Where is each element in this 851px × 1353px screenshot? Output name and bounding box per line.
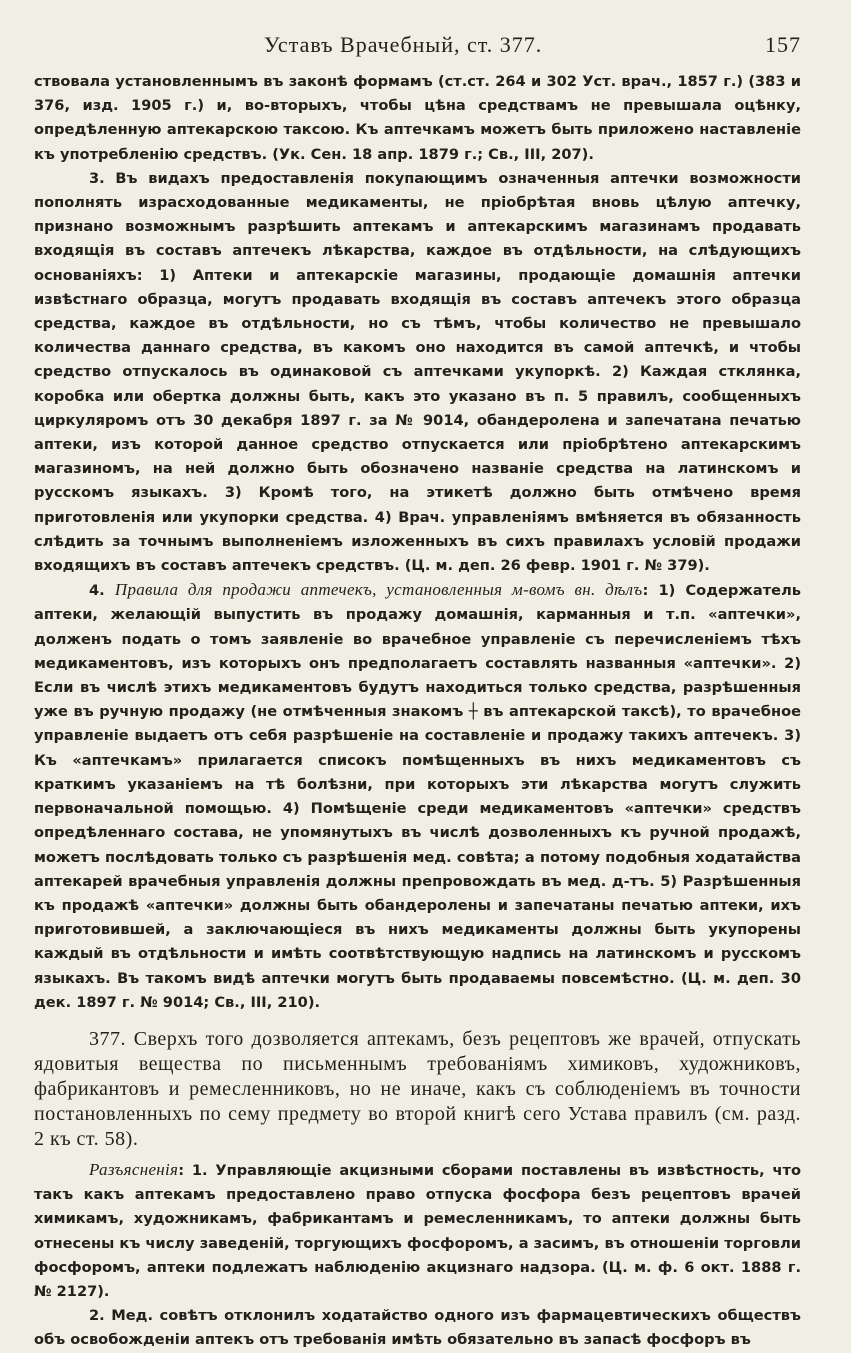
article-377: 377. Сверхъ того дозволяется аптекамъ, безъ рецептовъ же врачей, отпускать ядовитыя вещества по письменнымъ требованіямъ химиковъ, художниковъ, фабрикантовъ и ремесленниковъ, но не иначе, какъ съ соблюденіемъ въ точности постановленныхъ по сему предмету во второй книгѣ сего Устава правилъ (см. разд. 2 къ ст. 58). (34, 1027, 801, 1150)
item-number: 4. (89, 582, 105, 600)
page-number: 157 (765, 32, 801, 57)
clarifications-heading: Разъясненія (89, 1159, 179, 1179)
paragraph-continuation: ствовала установленнымъ въ законѣ формамъ (ст.ст. 264 и 302 Уст. врач., 1857 г.) (383 и 376, изд. 1905 г.) и, во-вторыхъ, чтобы цѣна средствамъ не превышала оцѣнку, опредѣленную аптекарскою таксою. Къ аптечкамъ можетъ быть приложено наставленіе къ употребленію средствъ. (Ук. Сен. 18 апр. 1879 г.; Св., III, 207). (34, 73, 801, 163)
paragraph-item-3: 3. Въ видахъ предоставленія покупающимъ означенныя аптечки возможности пополнять израсходованные медикаменты, не пріобрѣтая вновь цѣлую аптечку, признано возможнымъ разрѣшить аптекамъ и аптекарскимъ магазинамъ продавать входящія въ составъ аптечекъ лѣкарства, каждое въ отдѣльности, на слѣдующихъ основаніяхъ: 1) Аптеки и аптекарскіе магазины, продающіе домашнія аптечки извѣстнаго образца, могутъ продавать входящія въ составъ аптечекъ этого образца средства, каждое въ отдѣльности, но съ тѣмъ, чтобы количество не превышало количества даннаго средства, въ какомъ оно находится въ самой аптечкѣ, и чтобы средство отпускалось въ одинаковой съ аптечками укупоркѣ. 2) Каждая стклянка, коробка или обертка должны быть, какъ это указано въ п. 5 правилъ, сообщенныхъ циркуляромъ отъ 30 декабря 1897 г. за № 9014, обандеролена и запечатана печатью аптеки, изъ которой данное средство отпускается или пріобрѣтено аптекарскимъ магазиномъ, на ней должно быть обозначено названіе средства на латинскомъ и русскомъ языкахъ. 3) Кромѣ того, на этикетѣ должно быть отмѣчено время приготовленія или укупорки средства. 4) Врач. управленіямъ вмѣняется въ обязанность слѣдить за точнымъ выполненіемъ изложенныхъ въ сихъ правилахъ условій продажи входящихъ въ составъ аптечекъ средствъ. (Ц. м. деп. 26 февр. 1901 г. № 379). (34, 169, 801, 575)
page-header (34, 30, 801, 70)
paragraph-body: : 1) Содержатель аптеки, желающій выпустить въ продажу домашнія, карманныя и т.п. «аптечки», долженъ подать о томъ заявленіе во врачебное управленіе съ перечисленіемъ тѣхъ медикаментовъ, изъ которыхъ онъ предполагаетъ составлять названныя «аптечки». 2) Если въ числѣ этихъ медикаментовъ будутъ находиться только средства, разрѣшенныя уже въ ручную продажу (не отмѣченныя знакомъ ┼ въ аптекарской таксѣ), то врачебное управленіе выдаетъ отъ себя разрѣшеніе на составленіе и продажу такихъ аптечекъ. 3) Къ «аптечкамъ» прилагается списокъ помѣщенныхъ въ нихъ медикаментовъ съ краткимъ указаніемъ на тѣ болѣзни, при которыхъ эти лѣкарства могутъ служить первоначальной помощью. 4) Помѣщеніе среди медикаментовъ «аптечки» средствъ опредѣленнаго состава, не упомянутыхъ въ числѣ дозволенныхъ къ ручной продажѣ, можетъ послѣдовать только съ разрѣшенія мед. совѣта; а потому подобныя ходатайства аптекарей врачебныя управленія должны препровождать въ мед. д-тъ. 5) Разрѣшенныя къ продажѣ «аптечки» должны быть обандеролены и запечатаны печатью аптеки, ихъ приготовившей, а заключающіеся въ нихъ медикаменты должны быть укупорены каждый въ отдѣльности и имѣть соотвѣтствующую надпись на латинскомъ и русскомъ языкахъ. Въ такомъ видѣ аптечки могутъ быть продаваемы повсемѣстно. (Ц. м. деп. 30 дек. 1897 г. № 9014; Св., III, 210). (34, 582, 801, 1011)
clarifications-paragraph (34, 1158, 801, 1304)
running-title: Уставъ Врачебный, ст. 377. (264, 32, 543, 57)
paragraph-item-2: 2. Мед. совѣтъ отклонилъ ходатайство одного изъ фармацевтическихъ обществъ объ освобожденіи аптекъ отъ требованія имѣть обязательно въ запасѣ фосфоръ въ (34, 1307, 801, 1349)
clarifications-body: : 1. Управляющіе акцизными сборами поставлены въ извѣстность, что такъ какъ аптекамъ предоставлено право отпуска фосфора безъ рецептовъ врачей химикамъ, художникамъ, фабрикантамъ и ремесленникамъ, то аптеки должны быть отнесены къ числу заведеній, торгующихъ фосфоромъ, а засимъ, въ отношеніи торговли фосфоромъ, аптеки подлежатъ наблюденію акцизнаго надзора. (Ц. м. ф. 6 окт. 1888 г. № 2127). (34, 1161, 801, 1300)
italic-heading: Правила для продажи аптечекъ, установленныя м-вомъ вн. дѣлъ (114, 580, 643, 600)
paragraph-item-4 (34, 578, 801, 1015)
